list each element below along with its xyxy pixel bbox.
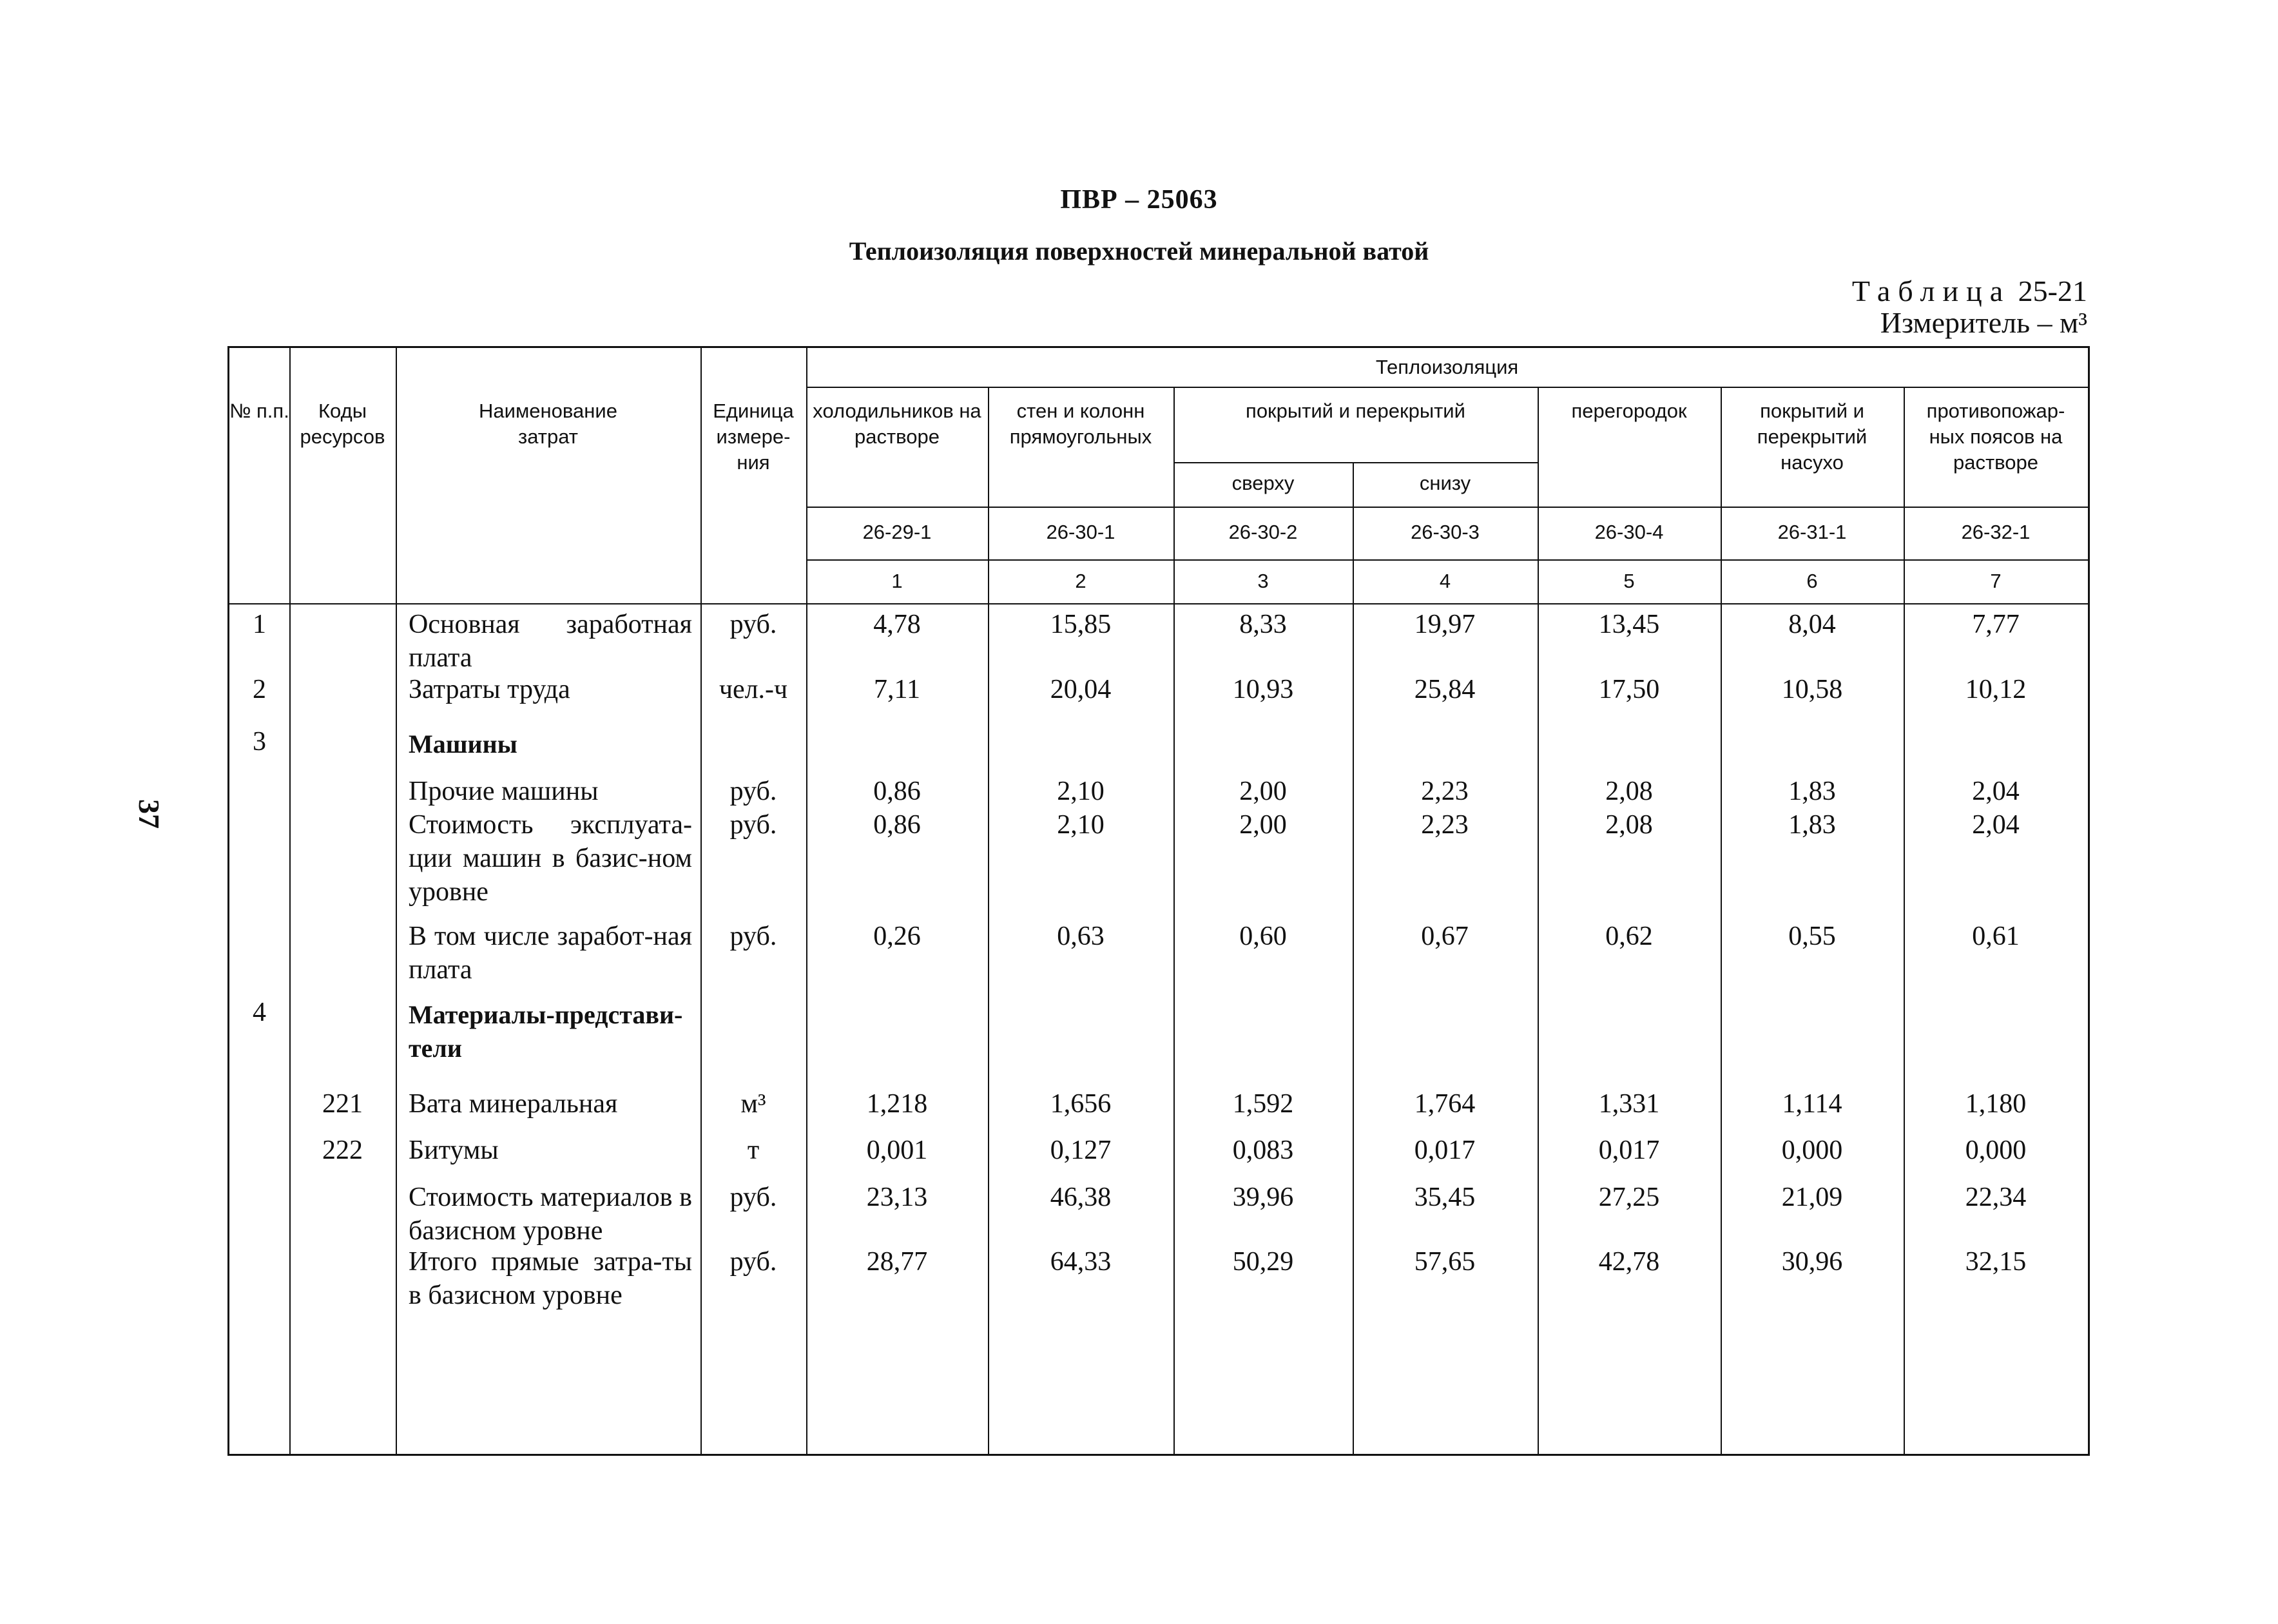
resource-code: 221 bbox=[322, 1089, 363, 1119]
cost-name: Материалы-представи-тели bbox=[409, 1000, 683, 1063]
code-cell: 26-31-1 bbox=[1777, 521, 1847, 543]
value-cell: 10,58 bbox=[1781, 675, 1843, 704]
value-cell: 27,25 bbox=[1598, 1183, 1660, 1212]
value-cell: 21,09 bbox=[1781, 1183, 1843, 1212]
header-col-4: перегородок bbox=[1571, 400, 1687, 422]
resource-code: 222 bbox=[322, 1136, 363, 1165]
unit: руб. bbox=[729, 610, 777, 639]
value-cell: 7,11 bbox=[874, 675, 920, 704]
cost-name: Стоимость материалов в базисном уровне bbox=[409, 1183, 692, 1246]
value-cell: 2,04 bbox=[1972, 810, 2020, 840]
value-cell: 2,04 bbox=[1972, 777, 2020, 806]
value-cell: 39,96 bbox=[1232, 1183, 1294, 1212]
value-cell: 17,50 bbox=[1598, 675, 1660, 704]
value-cell: 1,180 bbox=[1965, 1089, 2027, 1119]
value-cell: 20,04 bbox=[1050, 675, 1112, 704]
page-number: 37 bbox=[133, 799, 166, 829]
value-cell: 1,83 bbox=[1788, 777, 1836, 806]
unit: т bbox=[747, 1136, 760, 1165]
cost-name: Затраты труда bbox=[409, 675, 570, 704]
value-cell: 0,083 bbox=[1232, 1136, 1294, 1165]
value-cell: 1,331 bbox=[1598, 1089, 1660, 1119]
value-cell: 0,86 bbox=[873, 810, 921, 840]
header-col-2: стен и колонн прямоугольных bbox=[1009, 400, 1152, 448]
value-cell: 2,08 bbox=[1605, 777, 1653, 806]
value-cell: 2,23 bbox=[1421, 810, 1469, 840]
value-cell: 0,63 bbox=[1057, 922, 1105, 951]
index-cell: 1 bbox=[891, 570, 903, 592]
value-cell: 0,017 bbox=[1414, 1136, 1476, 1165]
value-cell: 0,001 bbox=[866, 1136, 928, 1165]
value-cell: 0,67 bbox=[1421, 922, 1469, 951]
value-cell: 1,114 bbox=[1782, 1089, 1842, 1119]
value-cell: 19,97 bbox=[1414, 610, 1476, 639]
header-codes: Коды ресурсов bbox=[300, 400, 385, 448]
header-col-3: покрытий и перекрытий bbox=[1246, 400, 1465, 422]
row-number: 1 bbox=[253, 610, 266, 639]
cost-name: Итого прямые затра-ты в базисном уровне bbox=[409, 1247, 692, 1310]
value-cell: 23,13 bbox=[866, 1183, 928, 1212]
value-cell: 2,10 bbox=[1057, 810, 1105, 840]
index-cell: 5 bbox=[1623, 570, 1635, 592]
index-cell: 3 bbox=[1257, 570, 1269, 592]
value-cell: 1,764 bbox=[1414, 1089, 1476, 1119]
header-sub-bottom: снизу bbox=[1419, 472, 1471, 494]
value-cell: 0,60 bbox=[1239, 922, 1287, 951]
row-number: 2 bbox=[253, 675, 266, 704]
value-cell: 1,83 bbox=[1788, 810, 1836, 840]
value-cell: 7,77 bbox=[1972, 610, 2020, 639]
value-cell: 28,77 bbox=[866, 1247, 928, 1277]
value-cell: 10,12 bbox=[1965, 675, 2027, 704]
unit: чел.-ч bbox=[719, 675, 788, 704]
value-cell: 0,61 bbox=[1972, 922, 2020, 951]
value-cell: 8,04 bbox=[1788, 610, 1836, 639]
unit: руб. bbox=[729, 1247, 777, 1277]
table-number bbox=[1852, 274, 2087, 308]
header-no: № п.п. bbox=[229, 400, 289, 422]
header-group: Теплоизоляция bbox=[1375, 356, 1519, 378]
header-name: Наименование затрат bbox=[479, 400, 617, 448]
value-cell: 64,33 bbox=[1050, 1247, 1112, 1277]
value-cell: 1,218 bbox=[866, 1089, 928, 1119]
table-word: Таблица bbox=[1851, 275, 2011, 307]
cost-name: Прочие машины bbox=[409, 777, 599, 806]
value-cell: 0,26 bbox=[873, 922, 921, 951]
header-col-1: холодильников на растворе bbox=[813, 400, 981, 448]
code-cell: 26-30-4 bbox=[1594, 521, 1664, 543]
code-cell: 26-29-1 bbox=[862, 521, 932, 543]
value-cell: 2,10 bbox=[1057, 777, 1105, 806]
value-cell: 30,96 bbox=[1781, 1247, 1843, 1277]
code-cell: 26-32-1 bbox=[1961, 521, 2031, 543]
cost-name: Битумы bbox=[409, 1136, 499, 1165]
code-cell: 26-30-1 bbox=[1046, 521, 1115, 543]
cost-name: Основная заработная плата bbox=[409, 610, 692, 673]
value-cell: 0,000 bbox=[1781, 1136, 1843, 1165]
header-col-6: противопожар-ных поясов на растворе bbox=[1926, 400, 2065, 474]
unit: руб. bbox=[729, 777, 777, 806]
index-cell: 4 bbox=[1439, 570, 1451, 592]
index-cell: 6 bbox=[1806, 570, 1818, 592]
unit: руб. bbox=[729, 922, 777, 951]
header-sub-top: сверху bbox=[1231, 472, 1295, 494]
value-cell: 1,592 bbox=[1232, 1089, 1294, 1119]
value-cell: 2,00 bbox=[1239, 777, 1287, 806]
value-cell: 22,34 bbox=[1965, 1183, 2027, 1212]
value-cell: 0,127 bbox=[1050, 1136, 1112, 1165]
resource-table bbox=[227, 346, 2090, 1456]
row-number: 4 bbox=[253, 998, 266, 1027]
code-cell: 26-30-2 bbox=[1228, 521, 1298, 543]
header-col-5: покрытий и перекрытий насухо bbox=[1757, 400, 1868, 474]
value-cell: 46,38 bbox=[1050, 1183, 1112, 1212]
table-number-value: 25-21 bbox=[2018, 275, 2087, 307]
unit: руб. bbox=[729, 1183, 777, 1212]
document-title: Теплоизоляция поверхностей минеральной ватой bbox=[849, 237, 1429, 266]
value-cell: 2,00 bbox=[1239, 810, 1287, 840]
code-cell: 26-30-3 bbox=[1411, 521, 1480, 543]
measure-label: Измеритель – м³ bbox=[1880, 306, 2087, 339]
value-cell: 32,15 bbox=[1965, 1247, 2027, 1277]
value-cell: 0,000 bbox=[1965, 1136, 2027, 1165]
value-cell: 1,656 bbox=[1050, 1089, 1112, 1119]
value-cell: 35,45 bbox=[1414, 1183, 1476, 1212]
value-cell: 0,017 bbox=[1598, 1136, 1660, 1165]
row-number: 3 bbox=[253, 727, 266, 757]
value-cell: 42,78 bbox=[1598, 1247, 1660, 1277]
index-cell: 7 bbox=[1990, 570, 2002, 592]
value-cell: 2,08 bbox=[1605, 810, 1653, 840]
unit: руб. bbox=[729, 810, 777, 840]
value-cell: 10,93 bbox=[1232, 675, 1294, 704]
cost-name: Стоимость эксплуата-ции машин в базис-ном уровне bbox=[409, 810, 692, 907]
cost-name: В том числе заработ-ная плата bbox=[409, 922, 692, 985]
value-cell: 8,33 bbox=[1239, 610, 1287, 639]
header-unit: Единица измере-ния bbox=[713, 400, 794, 474]
document-code: ПВР – 25063 bbox=[1060, 185, 1218, 215]
value-cell: 15,85 bbox=[1050, 610, 1112, 639]
value-cell: 4,78 bbox=[873, 610, 921, 639]
value-cell: 50,29 bbox=[1232, 1247, 1294, 1277]
index-cell: 2 bbox=[1075, 570, 1086, 592]
value-cell: 25,84 bbox=[1414, 675, 1476, 704]
value-cell: 0,55 bbox=[1788, 922, 1836, 951]
value-cell: 0,86 bbox=[873, 777, 921, 806]
cost-name: Машины bbox=[409, 730, 517, 759]
value-cell: 57,65 bbox=[1414, 1247, 1476, 1277]
value-cell: 2,23 bbox=[1421, 777, 1469, 806]
value-cell: 13,45 bbox=[1598, 610, 1660, 639]
value-cell: 0,62 bbox=[1605, 922, 1653, 951]
unit: м³ bbox=[740, 1089, 766, 1119]
cost-name: Вата минеральная bbox=[409, 1089, 618, 1119]
